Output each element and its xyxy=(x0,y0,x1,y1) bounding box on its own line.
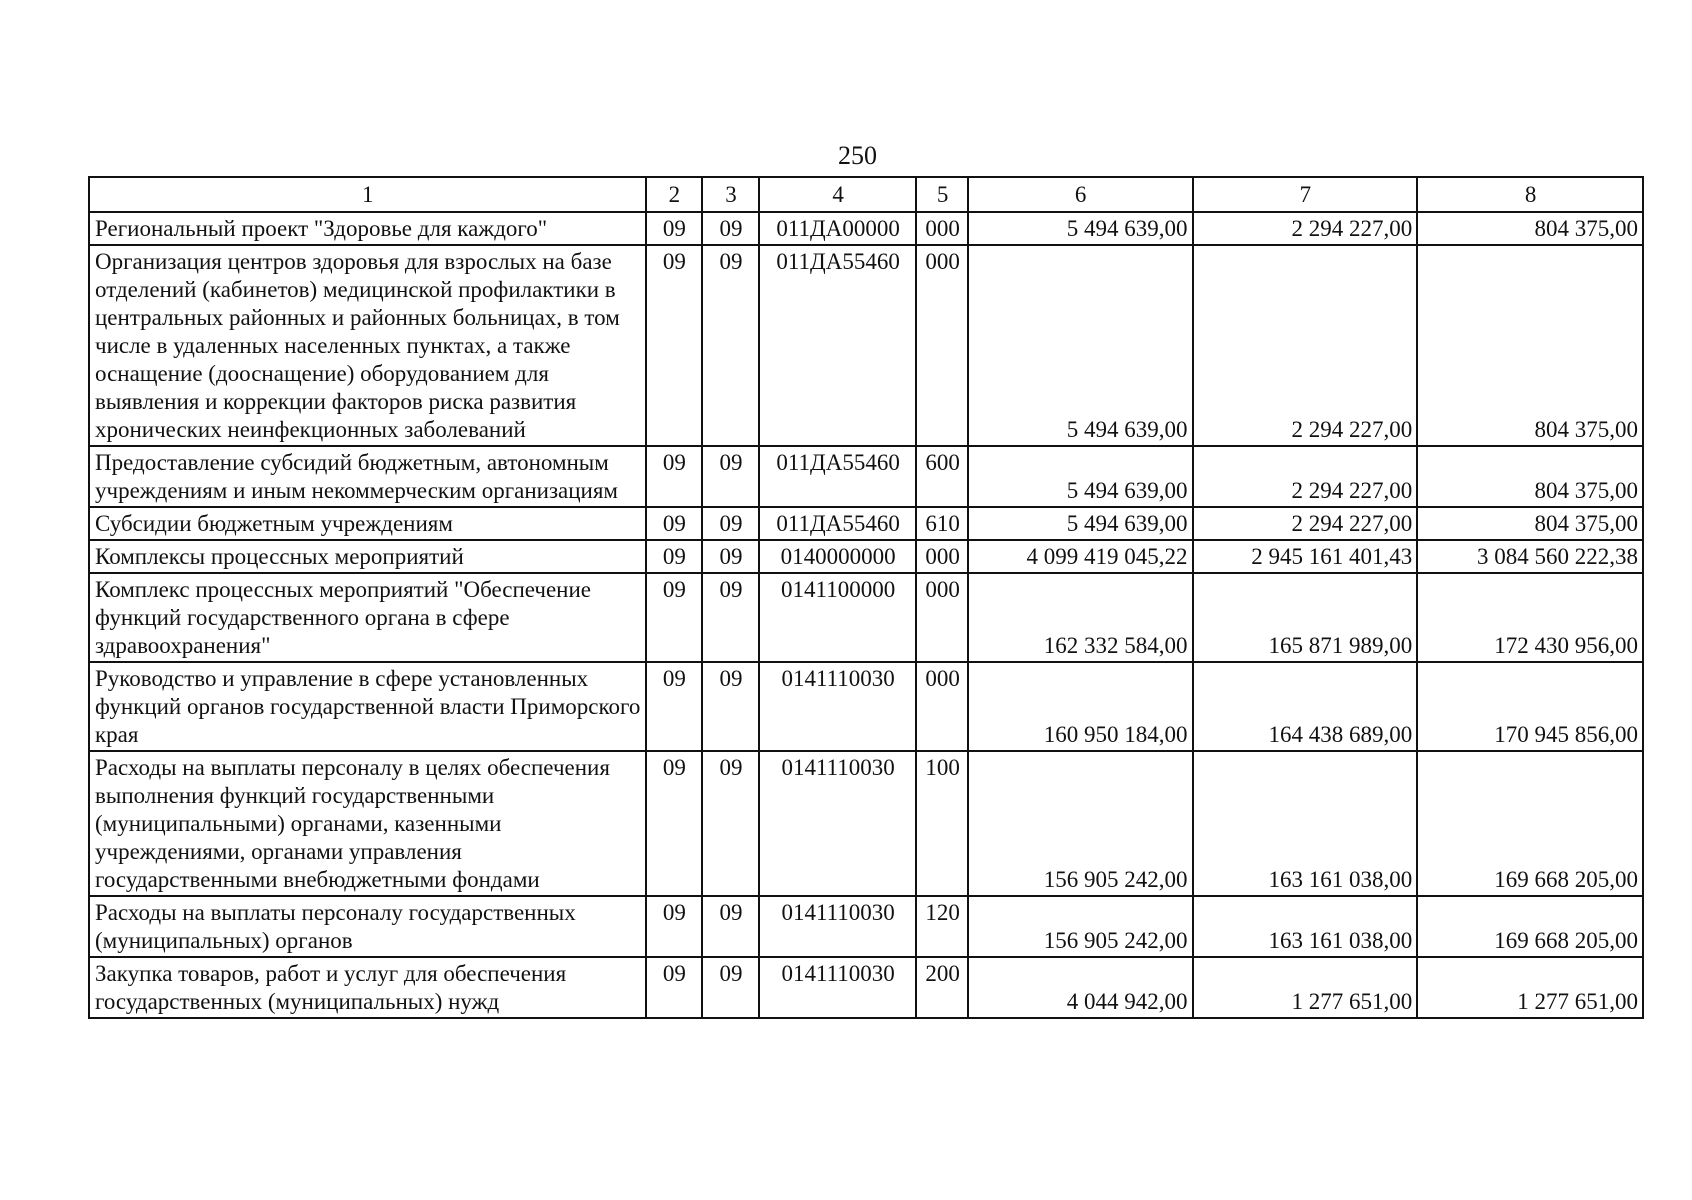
section-code-cell: 09 xyxy=(646,540,703,573)
amount-cell: 2 294 227,00 xyxy=(1193,507,1418,540)
amount-cell: 5 494 639,00 xyxy=(968,212,1193,245)
target-article-cell: 0141110030 xyxy=(759,896,917,957)
column-header: 6 xyxy=(968,177,1193,212)
amount-cell: 169 668 205,00 xyxy=(1417,896,1643,957)
subsection-code-cell: 09 xyxy=(702,896,759,957)
item-name-cell: Комплекс процессных мероприятий "Обеспечение функций государственного органа в сфере здравоохранения" xyxy=(89,573,646,662)
column-header: 7 xyxy=(1193,177,1418,212)
target-article-cell: 011ДА55460 xyxy=(759,245,917,446)
expense-type-cell: 200 xyxy=(916,957,967,1018)
budget-table xyxy=(88,176,1644,1019)
table-row xyxy=(89,896,1643,957)
expense-type-cell: 120 xyxy=(916,896,967,957)
subsection-code-cell: 09 xyxy=(702,446,759,507)
item-name-cell: Субсидии бюджетным учреждениям xyxy=(89,507,646,540)
amount-cell: 804 375,00 xyxy=(1417,245,1643,446)
table-body xyxy=(89,177,1643,1018)
expense-type-cell: 610 xyxy=(916,507,967,540)
item-name-cell: Расходы на выплаты персоналу государственных (муниципальных) органов xyxy=(89,896,646,957)
table-row xyxy=(89,573,1643,662)
item-name-cell: Закупка товаров, работ и услуг для обеспечения государственных (муниципальных) нужд xyxy=(89,957,646,1018)
subsection-code-cell: 09 xyxy=(702,573,759,662)
subsection-code-cell: 09 xyxy=(702,751,759,896)
table-row xyxy=(89,507,1643,540)
subsection-code-cell: 09 xyxy=(702,540,759,573)
item-name-cell: Комплексы процессных мероприятий xyxy=(89,540,646,573)
table-row xyxy=(89,245,1643,446)
target-article-cell: 0141100000 xyxy=(759,573,917,662)
column-header: 4 xyxy=(759,177,917,212)
page-number: 250 xyxy=(838,141,877,170)
subsection-code-cell: 09 xyxy=(702,212,759,245)
amount-cell: 2 294 227,00 xyxy=(1193,446,1418,507)
amount-cell: 172 430 956,00 xyxy=(1417,573,1643,662)
amount-cell: 1 277 651,00 xyxy=(1193,957,1418,1018)
item-name-cell: Предоставление субсидий бюджетным, автономным учреждениям и иным некоммерческим организациям xyxy=(89,446,646,507)
column-header: 5 xyxy=(916,177,967,212)
section-code-cell: 09 xyxy=(646,751,703,896)
amount-cell: 165 871 989,00 xyxy=(1193,573,1418,662)
expense-type-cell: 000 xyxy=(916,662,967,751)
column-header: 3 xyxy=(702,177,759,212)
section-code-cell: 09 xyxy=(646,896,703,957)
table-row xyxy=(89,446,1643,507)
section-code-cell: 09 xyxy=(646,573,703,662)
amount-cell: 163 161 038,00 xyxy=(1193,896,1418,957)
section-code-cell: 09 xyxy=(646,662,703,751)
target-article-cell: 0141110030 xyxy=(759,957,917,1018)
amount-cell: 5 494 639,00 xyxy=(968,245,1193,446)
section-code-cell: 09 xyxy=(646,212,703,245)
table-row xyxy=(89,957,1643,1018)
amount-cell: 2 294 227,00 xyxy=(1193,212,1418,245)
item-name-cell: Региональный проект "Здоровье для каждого" xyxy=(89,212,646,245)
amount-cell: 5 494 639,00 xyxy=(968,446,1193,507)
subsection-code-cell: 09 xyxy=(702,245,759,446)
amount-cell: 156 905 242,00 xyxy=(968,896,1193,957)
column-header: 2 xyxy=(646,177,703,212)
amount-cell: 156 905 242,00 xyxy=(968,751,1193,896)
table-row xyxy=(89,662,1643,751)
subsection-code-cell: 09 xyxy=(702,957,759,1018)
amount-cell: 163 161 038,00 xyxy=(1193,751,1418,896)
table-header-row xyxy=(89,177,1643,212)
expense-type-cell: 000 xyxy=(916,212,967,245)
target-article-cell: 011ДА55460 xyxy=(759,446,917,507)
amount-cell: 1 277 651,00 xyxy=(1417,957,1643,1018)
amount-cell: 164 438 689,00 xyxy=(1193,662,1418,751)
amount-cell: 5 494 639,00 xyxy=(968,507,1193,540)
target-article-cell: 011ДА00000 xyxy=(759,212,917,245)
table-row xyxy=(89,212,1643,245)
amount-cell: 3 084 560 222,38 xyxy=(1417,540,1643,573)
table-row xyxy=(89,540,1643,573)
expense-type-cell: 100 xyxy=(916,751,967,896)
expense-type-cell: 000 xyxy=(916,540,967,573)
section-code-cell: 09 xyxy=(646,245,703,446)
amount-cell: 169 668 205,00 xyxy=(1417,751,1643,896)
target-article-cell: 0140000000 xyxy=(759,540,917,573)
subsection-code-cell: 09 xyxy=(702,662,759,751)
amount-cell: 170 945 856,00 xyxy=(1417,662,1643,751)
amount-cell: 804 375,00 xyxy=(1417,446,1643,507)
table-row xyxy=(89,751,1643,896)
column-header: 8 xyxy=(1417,177,1643,212)
section-code-cell: 09 xyxy=(646,446,703,507)
item-name-cell: Руководство и управление в сфере установленных функций органов государственной власти Приморского края xyxy=(89,662,646,751)
section-code-cell: 09 xyxy=(646,957,703,1018)
section-code-cell: 09 xyxy=(646,507,703,540)
amount-cell: 4 044 942,00 xyxy=(968,957,1193,1018)
amount-cell: 804 375,00 xyxy=(1417,212,1643,245)
amount-cell: 804 375,00 xyxy=(1417,507,1643,540)
amount-cell: 4 099 419 045,22 xyxy=(968,540,1193,573)
amount-cell: 160 950 184,00 xyxy=(968,662,1193,751)
target-article-cell: 011ДА55460 xyxy=(759,507,917,540)
amount-cell: 2 294 227,00 xyxy=(1193,245,1418,446)
expense-type-cell: 600 xyxy=(916,446,967,507)
target-article-cell: 0141110030 xyxy=(759,662,917,751)
item-name-cell: Организация центров здоровья для взрослых на базе отделений (кабинетов) медицинской профилактики в центральных районных и районных больницах, в том числе в удаленных населенных пунктах, а также оснащение (дооснащение) оборудованием для выявления и коррекции факторов риска развития хронических неинфекционных заболеваний xyxy=(89,245,646,446)
subsection-code-cell: 09 xyxy=(702,507,759,540)
target-article-cell: 0141110030 xyxy=(759,751,917,896)
column-header: 1 xyxy=(89,177,646,212)
expense-type-cell: 000 xyxy=(916,573,967,662)
amount-cell: 162 332 584,00 xyxy=(968,573,1193,662)
item-name-cell: Расходы на выплаты персоналу в целях обеспечения выполнения функций государственными (муниципальными) органами, казенными учреждениями, органами управления государственными внебюджетными фондами xyxy=(89,751,646,896)
amount-cell: 2 945 161 401,43 xyxy=(1193,540,1418,573)
expense-type-cell: 000 xyxy=(916,245,967,446)
